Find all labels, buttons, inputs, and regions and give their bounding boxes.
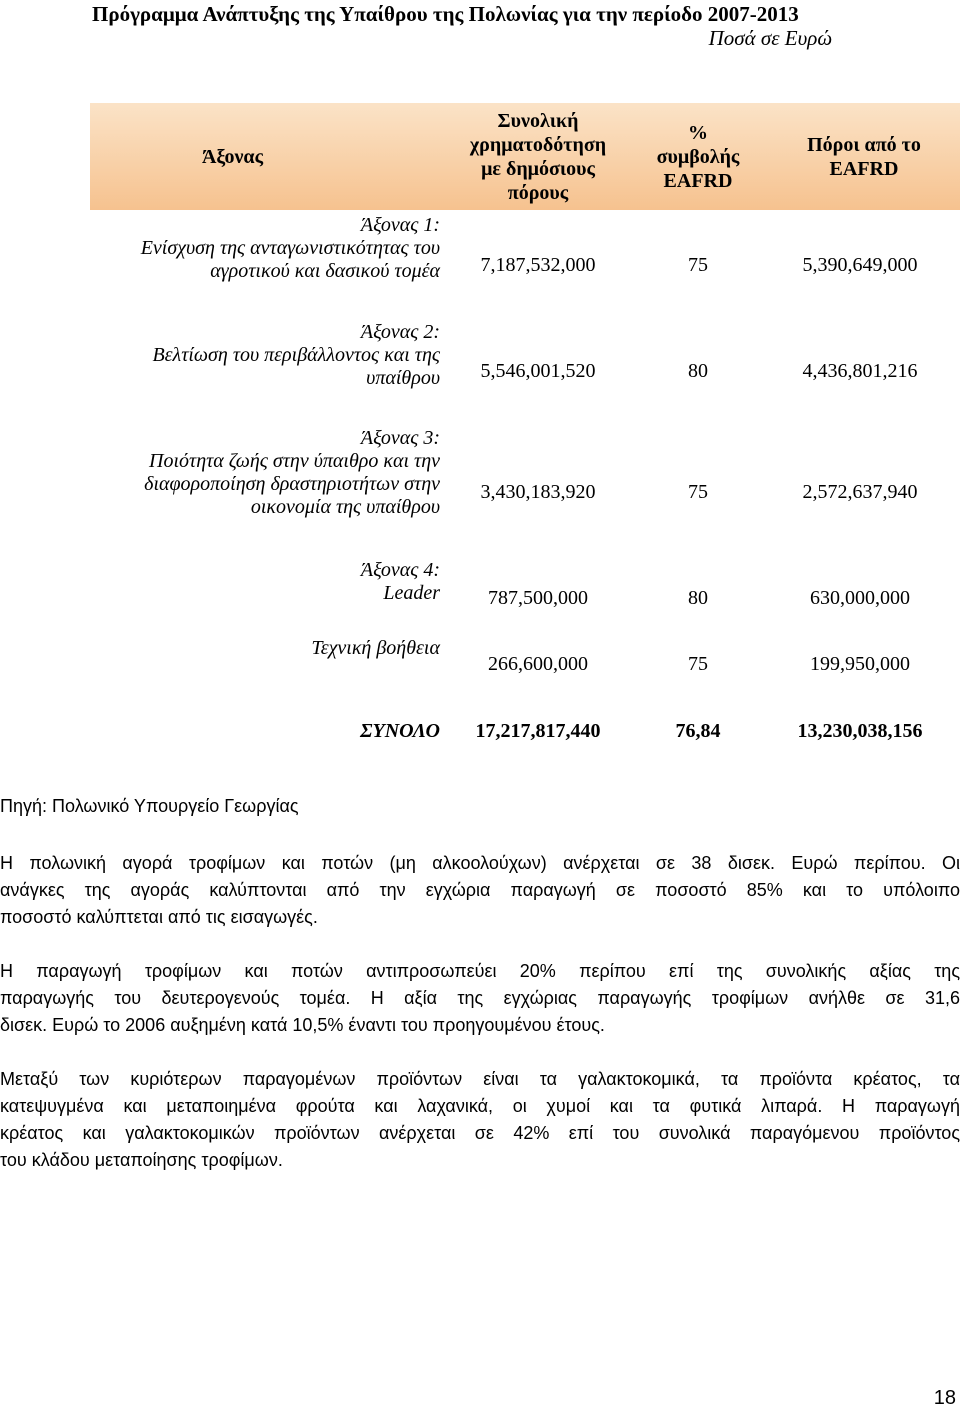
row-axis-label bbox=[80, 559, 440, 605]
axis-line: Τεχνική βοήθεια bbox=[311, 637, 440, 659]
axis-line: υπαίθρου bbox=[366, 367, 440, 389]
axis-line: Άξονας 1: bbox=[360, 214, 440, 236]
header-total-funding bbox=[448, 103, 628, 210]
paragraph bbox=[0, 850, 960, 931]
total-label: ΣΥΝΟΛΟ bbox=[360, 720, 440, 742]
cell-eafrd: 5,390,649,000 bbox=[802, 254, 918, 276]
paragraph-line: Η πολωνική αγορά τροφίμων και ποτών (μη αλκοολούχων) ανέρχεται σε 38 δισεκ. Ευρώ περίπου. Οι bbox=[0, 853, 960, 873]
total-funding-value: 17,217,817,440 bbox=[475, 720, 601, 742]
paragraph-line: κρέατος και γαλακτοκομικών προϊόντων ανέρχεται σε 42% επί του συνολικά παραγόμενου προϊόντος bbox=[0, 1123, 960, 1143]
page-subtitle: Ποσά σε Ευρώ bbox=[708, 26, 832, 50]
paragraph-line: του κλάδου μεταποίησης τροφίμων. bbox=[0, 1150, 283, 1170]
cell-eafrd: 199,950,000 bbox=[810, 653, 910, 675]
paragraph-line: ανάγκες της αγοράς καλύπτονται από την εγχώρια παραγωγή σε ποσοστό 85% και το υπόλοιπο bbox=[0, 880, 960, 900]
header-eafrd-resources bbox=[768, 103, 960, 210]
cell-pct: 80 bbox=[688, 360, 708, 382]
row-axis-label bbox=[80, 214, 440, 283]
paragraph-line: παραγωγής του δευτερογενούς τομέα. Η αξία της εγχώριας παραγωγής τροφίμων ανήλθε σε 31,6 bbox=[0, 988, 960, 1008]
row-axis-label bbox=[80, 321, 440, 390]
header-axis bbox=[90, 103, 375, 210]
paragraph-line: Μεταξύ των κυριότερων παραγομένων προϊόντων είναι τα γαλακτοκομικά, τα προϊόντα κρέατος, τα bbox=[0, 1069, 960, 1089]
cell-total: 5,546,001,520 bbox=[480, 360, 596, 382]
paragraph-line: κατεψυγμένα και μεταποιημένα φρούτα και λαχανικά, οι χυμοί και τα φυτικά λιπαρά. Η παραγωγή bbox=[0, 1096, 960, 1116]
header-eafrd-pct bbox=[638, 103, 758, 210]
page-title: Πρόγραμμα Ανάπτυξης της Υπαίθρου της Πολωνίας για την περίοδο 2007-2013 bbox=[92, 2, 799, 26]
cell-pct: 80 bbox=[688, 587, 708, 609]
axis-line: Άξονας 3: bbox=[360, 427, 440, 449]
axis-line: Ενίσχυση της ανταγωνιστικότητας του bbox=[140, 237, 440, 259]
header-eafrd-line: Πόροι από το bbox=[807, 133, 921, 156]
header-total-line: χρηματοδότηση bbox=[469, 133, 607, 156]
axis-line: αγροτικού και δασικού τομέα bbox=[210, 260, 440, 282]
row-axis-label bbox=[80, 427, 440, 519]
paragraph-line: ποσοστό καλύπτεται από τις εισαγωγές. bbox=[0, 907, 318, 927]
axis-line: Βελτίωση του περιβάλλοντος και της bbox=[152, 344, 440, 366]
header-pct-line: % bbox=[687, 121, 708, 144]
header-axis-label: Άξονας bbox=[201, 145, 264, 168]
cell-eafrd: 630,000,000 bbox=[810, 587, 910, 609]
header-total-line: με δημόσιους bbox=[481, 157, 595, 180]
axis-line: Ποιότητα ζωής στην ύπαιθρο και την bbox=[149, 450, 440, 472]
cell-pct: 75 bbox=[688, 653, 708, 675]
total-eafrd-value: 13,230,038,156 bbox=[797, 720, 923, 742]
cell-pct: 75 bbox=[688, 254, 708, 276]
cell-total: 7,187,532,000 bbox=[480, 254, 596, 276]
axis-line: Άξονας 2: bbox=[360, 321, 440, 343]
axis-line: Leader bbox=[383, 582, 440, 604]
total-pct-value: 76,84 bbox=[675, 720, 721, 742]
paragraph bbox=[0, 958, 960, 1039]
paragraph-line: δισεκ. Ευρώ το 2006 αυξημένη κατά 10,5% έναντι του προηγουμένου έτους. bbox=[0, 1015, 605, 1035]
cell-total: 266,600,000 bbox=[488, 653, 588, 675]
axis-line: διαφοροποίηση δραστηριοτήτων στην bbox=[144, 473, 440, 495]
source-note: Πηγή: Πολωνικό Υπουργείο Γεωργίας bbox=[0, 796, 299, 816]
header-total-line: πόρους bbox=[507, 181, 569, 204]
paragraph-line: Η παραγωγή τροφίμων και ποτών αντιπροσωπεύει 20% περίπου επί της συνολικής αξίας της bbox=[0, 961, 960, 981]
page-number: 18 bbox=[933, 1387, 956, 1409]
header-eafrd-line: EAFRD bbox=[829, 157, 899, 180]
cell-pct: 75 bbox=[688, 481, 708, 503]
row-axis-label bbox=[80, 637, 440, 660]
axis-line: Άξονας 4: bbox=[360, 559, 440, 581]
header-pct-line: συμβολής bbox=[656, 145, 740, 168]
cell-total: 3,430,183,920 bbox=[480, 481, 596, 503]
header-total-line: Συνολική bbox=[497, 109, 579, 132]
axis-line: οικονομία της υπαίθρου bbox=[250, 496, 440, 518]
cell-eafrd: 2,572,637,940 bbox=[802, 481, 918, 503]
cell-total: 787,500,000 bbox=[488, 587, 588, 609]
paragraph bbox=[0, 1066, 960, 1174]
cell-eafrd: 4,436,801,216 bbox=[802, 360, 918, 382]
header-pct-line: EAFRD bbox=[663, 169, 733, 192]
